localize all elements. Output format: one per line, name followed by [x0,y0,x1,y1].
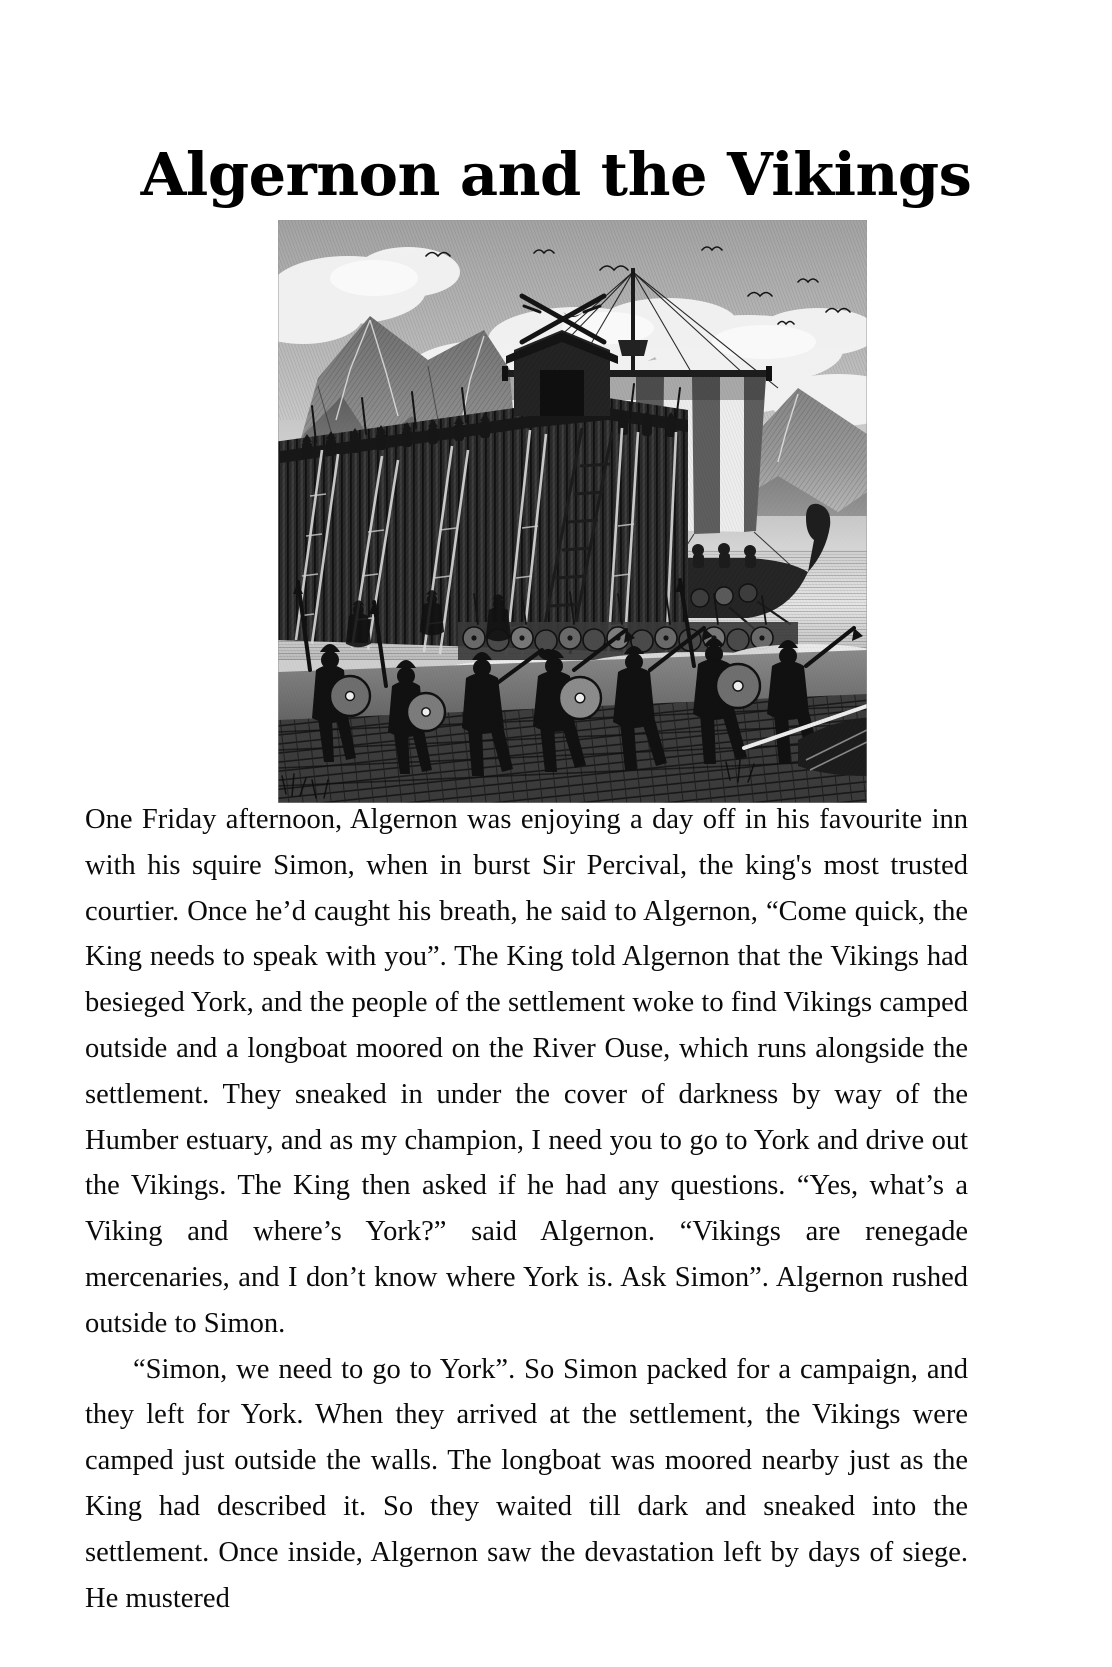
page-title: Algernon and the Vikings [140,139,972,209]
paragraph-2: “Simon, we need to go to York”. So Simon packed for a campaign, and they left for York. When they arrived at the settlement, the Vikings were camped just outside the walls. The longboat was moored nearby just as the King had described it. So they waited till dark and sneaked into the settlement. Once inside, Algernon saw the devastation left by days of siege. He mustered [85,1353,968,1614]
story-body [85,797,968,1621]
viking-battle-illustration [278,220,867,803]
illustration-svg [278,220,867,803]
paragraph-1: One Friday afternoon, Algernon was enjoying a day off in his favourite inn with his squire Simon, when in burst Sir Percival, the king's most trusted courtier. Once he’d caught his breath, he said to Algernon, “Come quick, the King needs to speak with you”. The King told Algernon that the Vikings had besieged York, and the people of the settlement woke to find Vikings camped outside and a longboat moored on the River Ouse, which runs alongside the settlement. They sneaked in under the cover of darkness by way of the Humber estuary, and as my champion, I need you to go to York and drive out the Vikings. The King then asked if he had any questions. “Yes, what’s a Viking and where’s York?” said Algernon. “Vikings are renegade mercenaries, and I don’t know where York is. Ask Simon”. Algernon rushed outside to Simon. [85,804,968,1339]
